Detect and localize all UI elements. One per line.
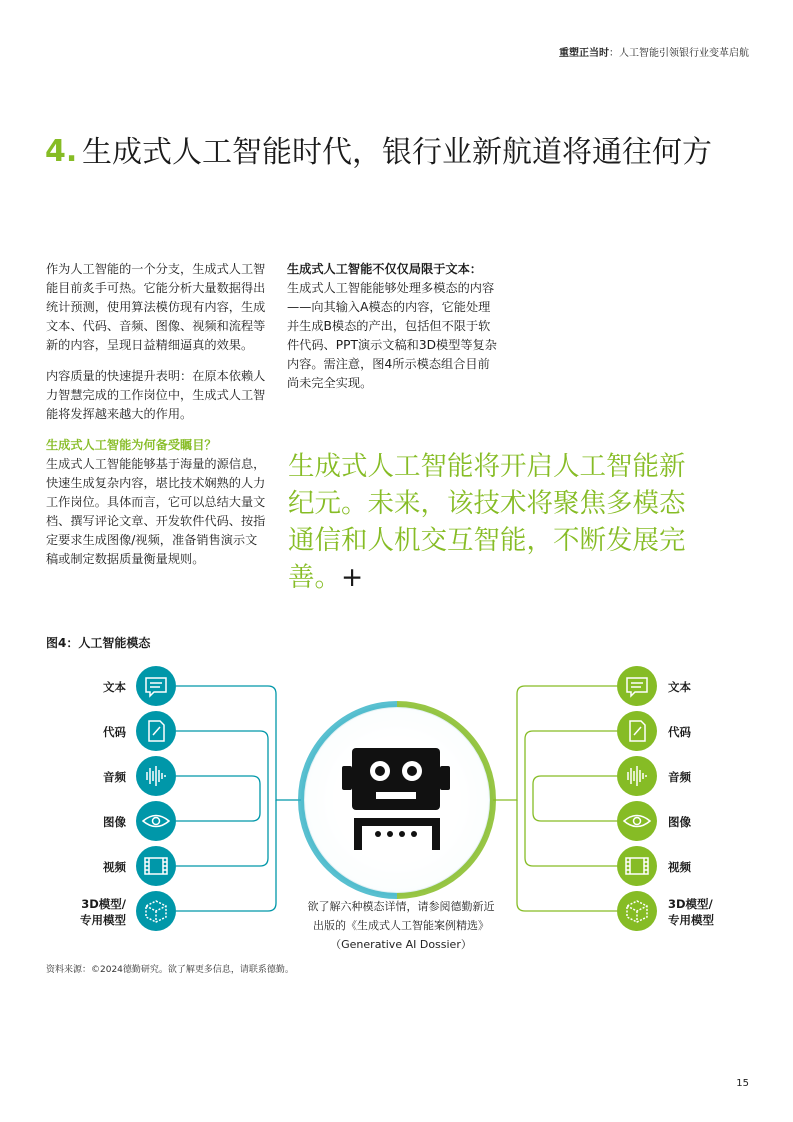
right-label-audio: 音频 [668,770,691,784]
middle-column [287,260,499,405]
middle-paragraph-1: 生成式人工智能能够处理多模态的内容——向其输入A模态的内容，它能处理并生成B模态的产出，包括但不限于软件代码、PPT演示文稿和3D模型等复杂内容。需注意，图4所示模态组合目前尚未完全实现。 [287,281,497,390]
left-paragraph-2: 内容质量的快速提升表明：在原本依赖人力智慧完成的工作岗位中，生成式人工智能将发挥越来越大的作用。 [46,369,266,421]
figure-title: 图4：人工智能模态 [46,636,151,650]
left-label-3d: 3D模型/ [81,897,126,911]
pull-quote [288,448,708,596]
right-icons [617,666,657,931]
left-icons [136,666,176,931]
left-label-text: 文本 [103,680,126,694]
section-title: 生成式人工智能时代，银行业新航道将通往何方 [82,135,712,170]
left-column [46,260,266,581]
right-label-3d: 3D模型/ [668,897,713,911]
middle-subheading: 生成式人工智能不仅仅局限于文本： [287,262,482,276]
left-label-video: 视频 [103,860,126,874]
header-rest: ：人工智能引领银行业变革启航 [609,48,749,59]
right-label-video: 视频 [668,860,691,874]
quote-text: 生成式人工智能将开启人工智能新纪元。未来，该技术将聚焦多模态通信和人机交互智能，不断发展完善。 [288,451,686,593]
left-label-image: 图像 [103,815,126,829]
chat-icon [146,678,647,696]
left-label-audio: 音频 [103,770,126,784]
caption-line-1: 欲了解六种模态详情，请参阅德勤新近 [307,900,495,913]
right-label-image: 图像 [668,815,691,829]
right-label-text: 文本 [668,680,691,694]
source-note: 资料来源：©2024德勤研究。欲了解更多信息，请联系德勤。 [46,965,294,975]
left-paragraph-3: 生成式人工智能能够基于海量的源信息，快速生成复杂内容，堪比技术娴熟的人力工作岗位。具体而言，它可以总结大量文档、撰写评论文章、开发软件代码、按指定要求生成图像/视频，准备销售演示文稿或制定数据质量衡量规则。 [46,457,266,566]
running-header [559,44,749,59]
caption-line-2: 出版的《生成式人工智能案例精选》 [313,919,489,932]
section-number: 4. [45,134,78,169]
left-label-specialized: 专用模型 [80,913,126,927]
header-bold: 重塑正当时 [559,48,609,59]
figure-caption [290,897,512,954]
left-paragraph-1: 作为人工智能的一个分支，生成式人工智能目前炙手可热。它能分析大量数据得出统计预测，使用算法模仿现有内容，生成文本、代码、音频、图像、视频和流程等新的内容，呈现日益精细逼真的效果。 [46,262,266,352]
page-number: 15 [736,1078,749,1089]
left-connectors [176,686,305,911]
caption-line-3: （Generative AI Dossier） [330,938,472,951]
left-label-code: 代码 [103,725,126,739]
right-label-code: 代码 [668,725,691,739]
right-label-specialized: 专用模型 [668,913,714,927]
left-subheading: 生成式人工智能为何备受瞩目？ [46,438,217,452]
plus-icon: + [341,562,364,593]
right-connectors [488,686,617,911]
